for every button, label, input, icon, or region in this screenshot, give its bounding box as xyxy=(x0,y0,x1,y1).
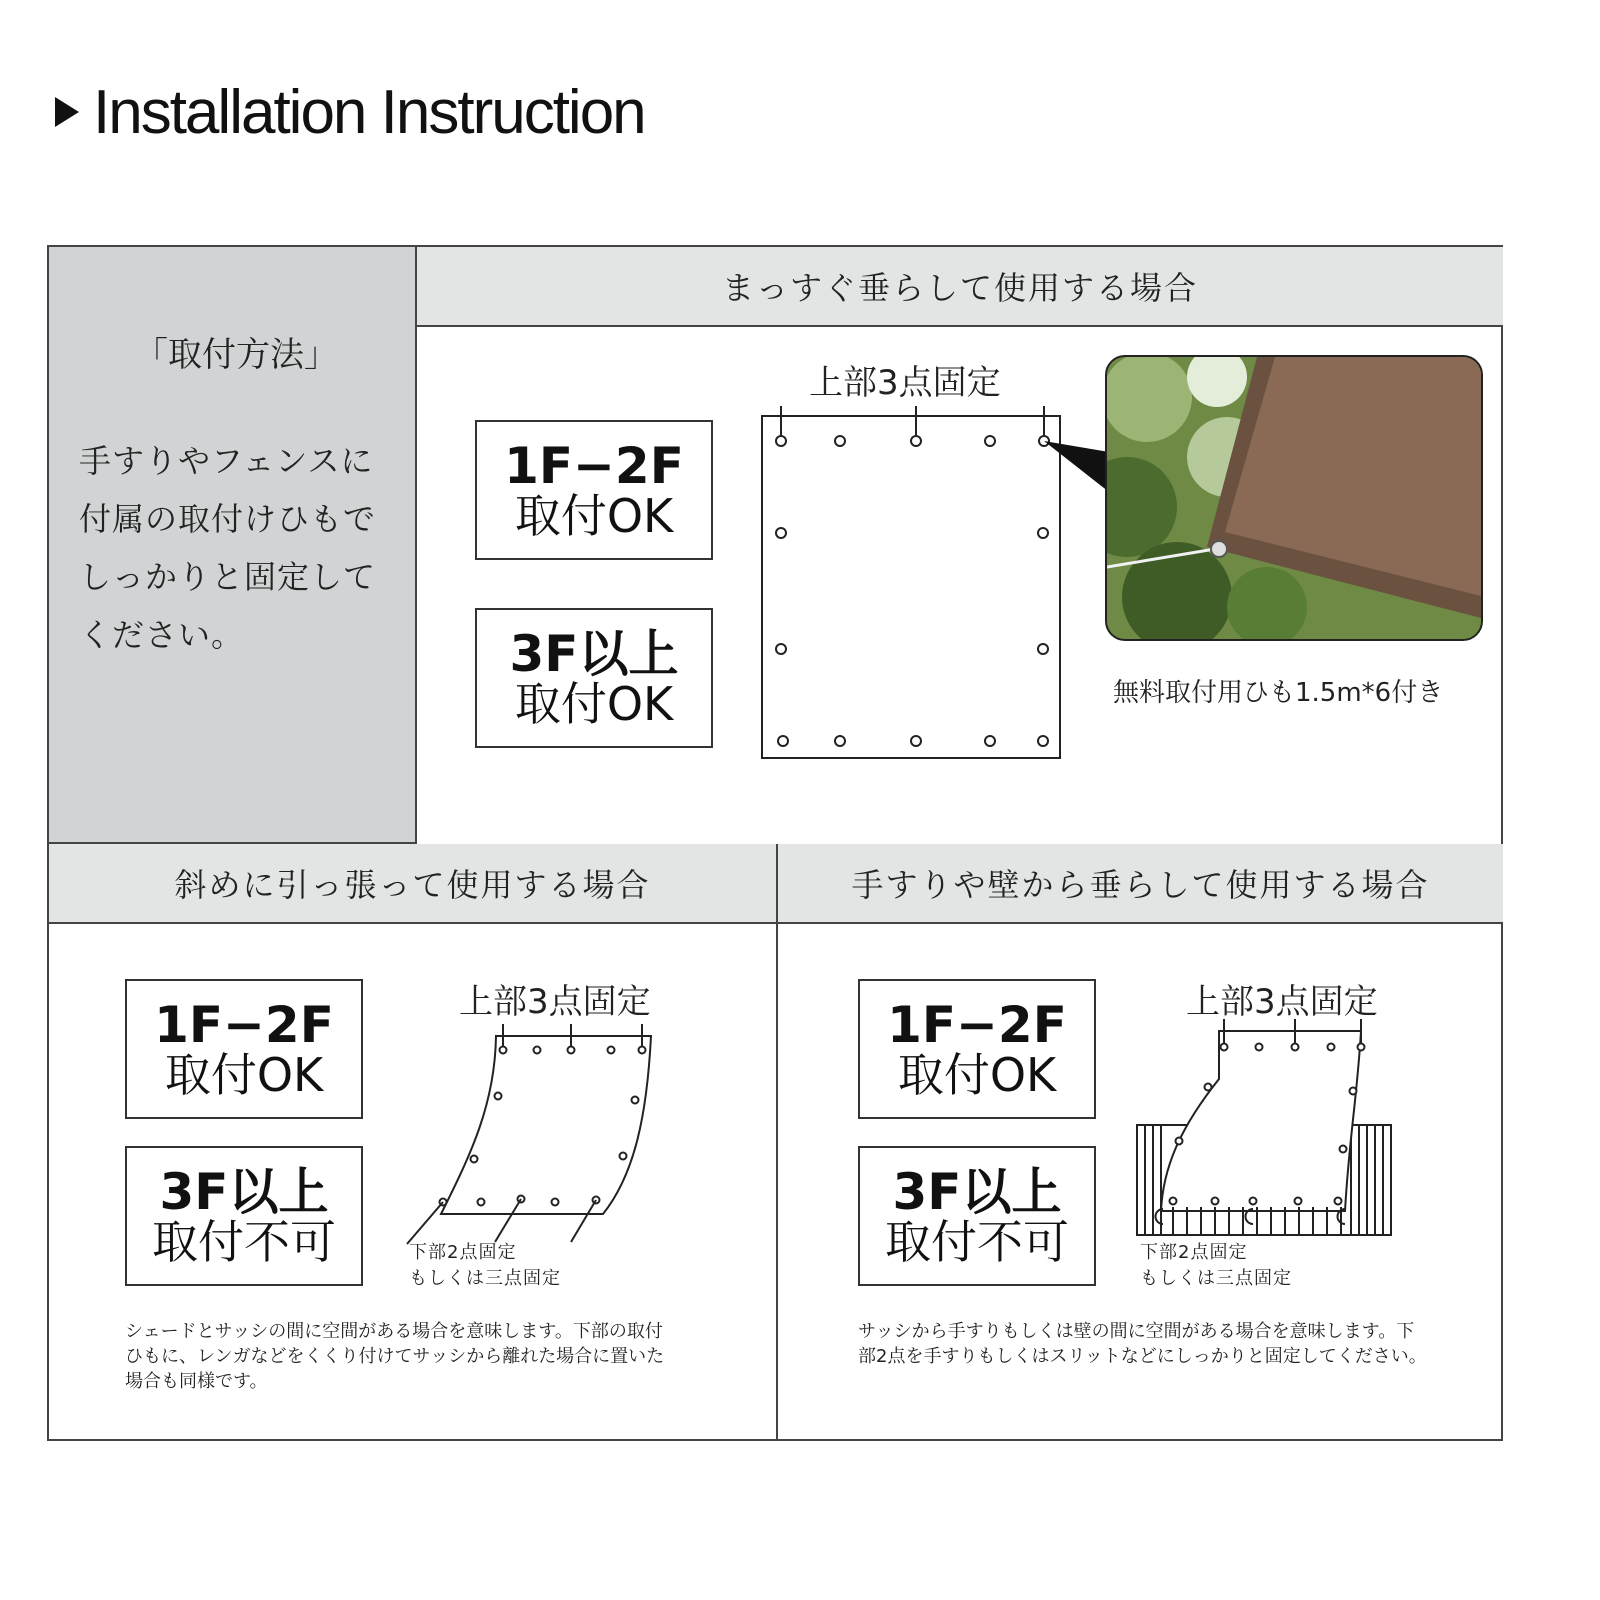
floor-box-sub: 取付OK xyxy=(514,677,674,731)
railing-panel xyxy=(778,924,1503,1441)
top-fix-label: 上部3点固定 xyxy=(809,363,1001,403)
description-line: サッシから手すりもしくは壁の間に空間がある場合を意味します。下 xyxy=(858,1321,1415,1342)
bottom-fix-note-line: 下部2点固定 xyxy=(1140,1242,1248,1263)
railing-shade-diagram xyxy=(1133,1019,1403,1249)
shade-photo xyxy=(1105,355,1483,641)
floor-box-1f2f xyxy=(475,420,713,560)
diagonal-shade-diagram xyxy=(399,1024,659,1244)
straight-panel xyxy=(417,327,1503,844)
railing-description xyxy=(858,1319,1458,1369)
method-text xyxy=(79,432,409,664)
straight-header: まっすぐ垂らして使用する場合 xyxy=(417,247,1503,327)
method-line: しっかりと固定して xyxy=(79,558,377,596)
bottom-fix-note-line: もしくは三点固定 xyxy=(409,1268,561,1289)
diagonal-header: 斜めに引っ張って使用する場合 xyxy=(49,844,778,924)
diagonal-description xyxy=(125,1319,725,1394)
floor-box-main: 1F−2F xyxy=(887,996,1067,1054)
description-line: ひもに、レンガなどをくくり付けてサッシから離れた場合に置いた xyxy=(125,1346,665,1367)
rope-caption: 無料取付用ひも1.5m*6付き xyxy=(1113,678,1444,708)
floor-box-main: 3F以上 xyxy=(159,1163,329,1221)
method-panel xyxy=(49,247,417,844)
floor-box-main: 1F−2F xyxy=(504,437,684,495)
bottom-fix-note xyxy=(409,1240,561,1292)
floor-box-sub: 取付不可 xyxy=(885,1215,1069,1269)
triangle-bullet-icon xyxy=(55,97,79,127)
page-title xyxy=(55,72,645,152)
floor-box-sub: 取付不可 xyxy=(152,1215,336,1269)
floor-box-main: 1F−2F xyxy=(154,996,334,1054)
floor-box-1f2f xyxy=(858,979,1096,1119)
top-fix-label: 上部3点固定 xyxy=(1186,982,1378,1022)
method-title: 「取付方法」 xyxy=(134,335,338,375)
top-fix-label: 上部3点固定 xyxy=(459,982,651,1022)
page-title-text: Installation Instruction xyxy=(93,77,645,147)
floor-box-main: 3F以上 xyxy=(892,1163,1062,1221)
floor-box-sub: 取付OK xyxy=(514,489,674,543)
bottom-fix-note xyxy=(1140,1240,1292,1292)
floor-box-3f xyxy=(475,608,713,748)
description-line: 部2点を手すりもしくはスリットなどにしっかりと固定してください。 xyxy=(858,1346,1427,1367)
floor-box-1f2f xyxy=(125,979,363,1119)
floor-box-3f xyxy=(125,1146,363,1286)
instruction-grid xyxy=(47,245,1503,1441)
bottom-fix-note-line: 下部2点固定 xyxy=(409,1242,517,1263)
description-line: シェードとサッシの間に空間がある場合を意味します。下部の取付 xyxy=(125,1321,663,1342)
description-line: 場合も同様です。 xyxy=(125,1371,268,1392)
floor-box-sub: 取付OK xyxy=(164,1048,324,1102)
diagonal-panel xyxy=(49,924,778,1441)
railing-header: 手すりや壁から垂らして使用する場合 xyxy=(778,844,1503,924)
straight-shade-diagram xyxy=(757,402,1077,762)
method-line: 付属の取付けひもで xyxy=(79,500,377,538)
shade-photo-illustration xyxy=(1107,357,1483,641)
floor-box-3f xyxy=(858,1146,1096,1286)
method-line: ください。 xyxy=(79,616,245,654)
floor-box-sub: 取付OK xyxy=(897,1048,1057,1102)
bottom-fix-note-line: もしくは三点固定 xyxy=(1140,1268,1292,1289)
method-line: 手すりやフェンスに xyxy=(79,442,374,480)
floor-box-main: 3F以上 xyxy=(509,625,679,683)
